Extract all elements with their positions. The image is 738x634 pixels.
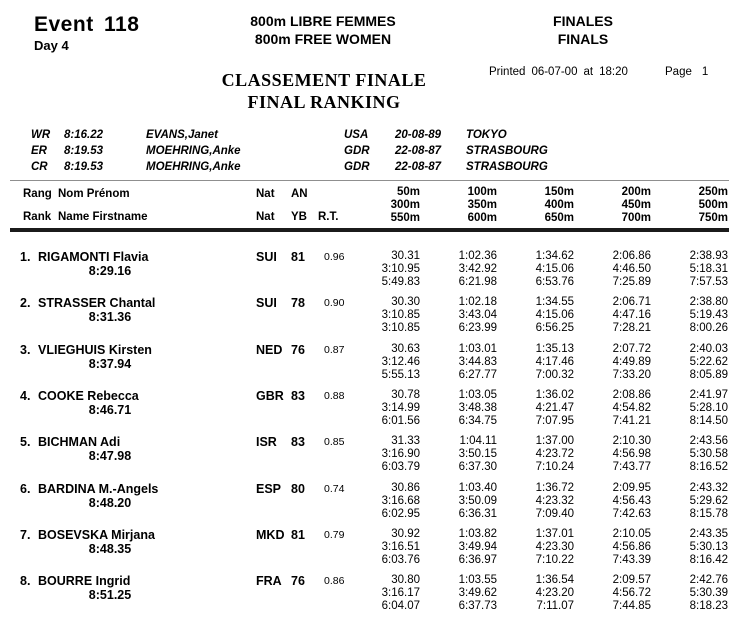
- table-row: [0, 389, 738, 433]
- record-nation: GDR: [344, 145, 370, 157]
- split-value: 8:15.78: [689, 508, 728, 520]
- split-value: 7:11.07: [536, 600, 574, 612]
- splits-column-1: [343, 435, 420, 474]
- splits-column-3: [497, 574, 574, 613]
- final-time: 8:31.36: [88, 310, 132, 324]
- event-day: Day 4: [34, 38, 69, 53]
- col-header-rank-fr: Rang: [23, 188, 52, 200]
- splits-column-1: [343, 389, 420, 428]
- splits-column-1: [343, 528, 420, 567]
- splits-column-2: [420, 435, 497, 474]
- split-value: 6:36.97: [458, 554, 497, 566]
- page-number: 1: [701, 66, 709, 78]
- splits-column-2: [420, 482, 497, 521]
- split-value: 5:22.62: [689, 356, 728, 368]
- rank-cell: 2.: [20, 296, 31, 310]
- splits-column-4: [574, 250, 651, 289]
- swimmer-name: BARDINA M.-Angels: [38, 482, 159, 496]
- splits-column-2: [420, 343, 497, 382]
- split-value: 3:50.09: [458, 495, 497, 507]
- split-value: 1:03.05: [458, 389, 497, 401]
- reaction-time-cell: 0.96: [324, 251, 345, 263]
- split-value: 4:54.82: [612, 402, 651, 414]
- splits-column-2: [420, 250, 497, 289]
- record-time: 8:16.22: [64, 129, 104, 141]
- swimmer-name: COOKE Rebecca: [38, 389, 139, 403]
- record-label: WR: [31, 129, 51, 141]
- split-value: 1:36.54: [535, 574, 574, 586]
- split-value: 30.30: [391, 296, 420, 308]
- table-row: [0, 528, 738, 572]
- page-label: Page: [665, 66, 692, 78]
- splits-column-4: [574, 574, 651, 613]
- split-value: 6:27.77: [458, 369, 497, 381]
- split-value: 2:06.86: [612, 250, 651, 262]
- swimmer-name: RIGAMONTI Flavia: [38, 250, 149, 264]
- reaction-time-cell: 0.85: [324, 436, 345, 448]
- split-header-label: 550m: [390, 212, 420, 224]
- splits-column-3: [497, 343, 574, 382]
- splits-column-4: [574, 435, 651, 474]
- split-header-label: 500m: [698, 199, 728, 211]
- splits-column-4: [574, 389, 651, 428]
- nation-cell: SUI: [256, 296, 277, 310]
- split-value: 4:23.30: [535, 541, 574, 553]
- split-value: 4:21.47: [535, 402, 574, 414]
- col-header-yb-en: YB: [291, 211, 307, 223]
- split-value: 4:23.20: [535, 587, 574, 599]
- record-label: ER: [31, 145, 47, 157]
- split-value: 4:49.89: [612, 356, 651, 368]
- splits-column-5: [651, 435, 728, 474]
- record-nation: USA: [344, 129, 369, 141]
- rank-cell: 1.: [20, 250, 31, 264]
- record-date: 20-08-89: [395, 129, 442, 141]
- splits-column-3: [497, 482, 574, 521]
- rank-cell: 6.: [20, 482, 31, 496]
- reaction-time-cell: 0.88: [324, 390, 345, 402]
- col-header-rank-en: Rank: [23, 211, 52, 223]
- split-value: 1:37.01: [535, 528, 574, 540]
- record-date: 22-08-87: [395, 161, 442, 173]
- swimmer-name: BOURRE Ingrid: [38, 574, 131, 588]
- splits-column-2: [420, 574, 497, 613]
- splits-column-5: [651, 528, 728, 567]
- col-header-nat-fr: Nat: [256, 188, 275, 200]
- split-value: 8:16.52: [689, 461, 728, 473]
- ranking-title-en: FINAL RANKING: [247, 92, 401, 112]
- col-header-name-fr: Nom Prénom: [58, 188, 130, 200]
- split-value: 4:17.46: [535, 356, 574, 368]
- splits-column-5: [651, 389, 728, 428]
- swimmer-name: VLIEGHUIS Kirsten: [38, 343, 152, 357]
- split-value: 3:49.94: [458, 541, 497, 553]
- split-header-label: 600m: [467, 212, 497, 224]
- split-value: 1:03.40: [458, 482, 497, 494]
- split-value: 1:02.36: [458, 250, 497, 262]
- split-value: 7:43.77: [612, 461, 651, 473]
- split-value: 2:08.86: [612, 389, 651, 401]
- split-value: 4:56.86: [612, 541, 651, 553]
- printed-at-label: at: [583, 66, 594, 78]
- record-label: CR: [31, 161, 48, 173]
- split-value: 7:10.24: [535, 461, 574, 473]
- reaction-time-cell: 0.79: [324, 529, 345, 541]
- split-value: 7:41.21: [612, 415, 651, 427]
- table-row: [0, 250, 738, 294]
- split-header-label: 100m: [467, 186, 497, 198]
- split-value: 6:02.95: [381, 508, 420, 520]
- splits-column-1: [343, 250, 420, 289]
- race-title-en: 800m FREE WOMEN: [254, 31, 392, 47]
- splits-column-5: [651, 250, 728, 289]
- splits-column-5: [651, 343, 728, 382]
- nation-cell: ESP: [256, 482, 282, 496]
- split-value: 4:56.43: [612, 495, 651, 507]
- splits-column-4: [574, 343, 651, 382]
- yearborn-cell: 81: [291, 250, 305, 264]
- split-value: 1:37.00: [535, 435, 574, 447]
- split-header-label: 300m: [390, 199, 420, 211]
- yearborn-cell: 80: [291, 482, 305, 496]
- record-date: 22-08-87: [395, 145, 442, 157]
- split-value: 3:48.38: [458, 402, 497, 414]
- nation-cell: FRA: [256, 574, 282, 588]
- yearborn-cell: 78: [291, 296, 305, 310]
- split-value: 7:25.89: [612, 276, 651, 288]
- record-holder: EVANS,Janet: [146, 129, 219, 141]
- split-value: 6:03.79: [381, 461, 420, 473]
- table-row: [0, 343, 738, 387]
- record-city: STRASBOURG: [466, 161, 548, 173]
- split-value: 30.31: [391, 250, 420, 262]
- split-value: 7:28.21: [612, 322, 651, 334]
- split-header-label: 450m: [621, 199, 651, 211]
- split-value: 2:43.35: [689, 528, 728, 540]
- split-value: 7:44.85: [612, 600, 651, 612]
- split-value: 6:34.75: [458, 415, 497, 427]
- reaction-time-cell: 0.87: [324, 344, 345, 356]
- split-value: 4:15.06: [535, 309, 574, 321]
- record-city: STRASBOURG: [466, 145, 548, 157]
- reaction-time-cell: 0.90: [324, 297, 345, 309]
- split-value: 1:02.18: [458, 296, 497, 308]
- splits-column-2: [420, 389, 497, 428]
- splits-column-1: [343, 343, 420, 382]
- printed-time: 18:20: [599, 66, 628, 78]
- table-row: [0, 574, 738, 618]
- split-value: 1:34.62: [535, 250, 574, 262]
- split-value: 5:18.31: [689, 263, 728, 275]
- record-time: 8:19.53: [64, 145, 104, 157]
- split-value: 6:37.30: [458, 461, 497, 473]
- split-value: 3:16.68: [381, 495, 420, 507]
- split-value: 8:05.89: [689, 369, 728, 381]
- split-value: 5:49.83: [381, 276, 420, 288]
- split-value: 4:23.32: [535, 495, 574, 507]
- splits-column-3: [497, 296, 574, 335]
- record-city: TOKYO: [466, 129, 507, 141]
- split-value: 7:33.20: [612, 369, 651, 381]
- split-value: 30.92: [391, 528, 420, 540]
- split-value: 30.86: [391, 482, 420, 494]
- split-value: 4:56.98: [612, 448, 651, 460]
- swimmer-name: STRASSER Chantal: [38, 296, 156, 310]
- split-value: 30.80: [391, 574, 420, 586]
- split-value: 7:57.53: [689, 276, 728, 288]
- ranking-title-fr: CLASSEMENT FINALE: [221, 70, 427, 90]
- splits-column-4: [574, 482, 651, 521]
- split-value: 6:36.31: [458, 508, 497, 520]
- split-value: 3:14.99: [381, 402, 420, 414]
- split-value: 3:44.83: [458, 356, 497, 368]
- split-value: 1:03.55: [458, 574, 497, 586]
- split-value: 5:28.10: [689, 402, 728, 414]
- split-value: 2:09.57: [612, 574, 651, 586]
- split-value: 6:23.99: [458, 322, 497, 334]
- split-header-label: 650m: [544, 212, 574, 224]
- split-header-label: 50m: [396, 186, 420, 198]
- split-value: 7:00.32: [535, 369, 574, 381]
- split-value: 4:47.16: [612, 309, 651, 321]
- split-value: 5:30.13: [689, 541, 728, 553]
- split-value: 5:30.39: [689, 587, 728, 599]
- split-value: 3:16.51: [381, 541, 420, 553]
- final-time: 8:47.98: [88, 449, 132, 463]
- split-value: 6:01.56: [381, 415, 420, 427]
- split-header-label: 200m: [621, 186, 651, 198]
- split-value: 6:56.25: [535, 322, 574, 334]
- yearborn-cell: 76: [291, 343, 305, 357]
- splits-column-1: [343, 574, 420, 613]
- nation-cell: ISR: [256, 435, 277, 449]
- yearborn-cell: 83: [291, 389, 305, 403]
- record-holder: MOEHRING,Anke: [146, 145, 241, 157]
- table-row: [0, 296, 738, 340]
- nation-cell: MKD: [256, 528, 285, 542]
- splits-column-3: [497, 389, 574, 428]
- split-value: 2:42.76: [689, 574, 728, 586]
- splits-column-3: [497, 435, 574, 474]
- yearborn-cell: 76: [291, 574, 305, 588]
- splits-column-3: [497, 250, 574, 289]
- split-value: 3:50.15: [458, 448, 497, 460]
- rank-cell: 5.: [20, 435, 31, 449]
- split-value: 6:53.76: [535, 276, 574, 288]
- split-value: 2:43.32: [689, 482, 728, 494]
- split-value: 3:12.46: [381, 356, 420, 368]
- split-value: 7:42.63: [612, 508, 651, 520]
- swimmer-name: BICHMAN Adi: [38, 435, 121, 449]
- split-header-label: 250m: [698, 186, 728, 198]
- split-value: 1:36.02: [535, 389, 574, 401]
- splits-column-4: [574, 528, 651, 567]
- col-header-yb-fr: AN: [291, 188, 308, 200]
- table-row: [0, 482, 738, 526]
- splits-column-2: [420, 528, 497, 567]
- record-nation: GDR: [344, 161, 370, 173]
- yearborn-cell: 83: [291, 435, 305, 449]
- swimmer-name: BOSEVSKA Mirjana: [38, 528, 155, 542]
- split-value: 30.78: [391, 389, 420, 401]
- stage-label-fr: FINALES: [553, 13, 613, 29]
- stage-label-en: FINALS: [557, 31, 609, 47]
- split-value: 1:03.82: [458, 528, 497, 540]
- split-value: 2:43.56: [689, 435, 728, 447]
- col-header-nat-en: Nat: [256, 211, 275, 223]
- split-value: 1:35.13: [535, 343, 574, 355]
- split-value: 31.33: [391, 435, 420, 447]
- split-value: 3:10.95: [381, 263, 420, 275]
- split-value: 4:46.50: [612, 263, 651, 275]
- splits-column-1: [343, 482, 420, 521]
- split-value: 4:56.72: [612, 587, 651, 599]
- splits-column-3: [497, 528, 574, 567]
- split-value: 4:15.06: [535, 263, 574, 275]
- split-header-label: 750m: [698, 212, 728, 224]
- split-value: 1:03.01: [458, 343, 497, 355]
- split-value: 3:49.62: [458, 587, 497, 599]
- split-header-label: 150m: [544, 186, 574, 198]
- split-value: 2:38.93: [689, 250, 728, 262]
- final-time: 8:46.71: [88, 403, 132, 417]
- final-time: 8:37.94: [88, 357, 132, 371]
- splits-column-4: [574, 296, 651, 335]
- nation-cell: NED: [256, 343, 283, 357]
- split-value: 5:55.13: [381, 369, 420, 381]
- split-value: 30.63: [391, 343, 420, 355]
- split-value: 2:38.80: [689, 296, 728, 308]
- split-value: 7:09.40: [535, 508, 574, 520]
- split-value: 2:09.95: [612, 482, 651, 494]
- splits-column-5: [651, 574, 728, 613]
- printed-label: Printed: [489, 66, 526, 78]
- split-value: 7:10.22: [535, 554, 574, 566]
- splits-column-1: [343, 296, 420, 335]
- final-time: 8:51.25: [88, 588, 132, 602]
- split-value: 2:40.03: [689, 343, 728, 355]
- printed-date: 06-07-00: [531, 66, 578, 78]
- split-value: 7:43.39: [612, 554, 651, 566]
- reaction-time-cell: 0.86: [324, 575, 345, 587]
- split-value: 8:18.23: [689, 600, 728, 612]
- col-header-reaction-time: R.T.: [318, 211, 339, 223]
- nation-cell: SUI: [256, 250, 277, 264]
- race-title-fr: 800m LIBRE FEMMES: [250, 13, 396, 29]
- splits-column-5: [651, 296, 728, 335]
- event-title: Event 118: [34, 13, 140, 36]
- split-header-label: 350m: [467, 199, 497, 211]
- split-value: 2:06.71: [612, 296, 651, 308]
- split-value: 5:29.62: [689, 495, 728, 507]
- rank-cell: 3.: [20, 343, 31, 357]
- split-value: 3:16.17: [381, 587, 420, 599]
- final-time: 8:48.35: [88, 542, 132, 556]
- yearborn-cell: 81: [291, 528, 305, 542]
- split-value: 3:42.92: [458, 263, 497, 275]
- split-value: 1:36.72: [535, 482, 574, 494]
- split-header-label: 400m: [544, 199, 574, 211]
- split-value: 2:07.72: [612, 343, 651, 355]
- split-value: 8:00.26: [689, 322, 728, 334]
- reaction-time-cell: 0.74: [324, 483, 345, 495]
- splits-column-2: [420, 296, 497, 335]
- record-time: 8:19.53: [64, 161, 104, 173]
- split-value: 6:37.73: [458, 600, 497, 612]
- split-value: 2:10.30: [612, 435, 651, 447]
- final-time: 8:48.20: [88, 496, 132, 510]
- split-value: 6:03.76: [381, 554, 420, 566]
- split-value: 3:43.04: [458, 309, 497, 321]
- split-value: 5:19.43: [689, 309, 728, 321]
- split-value: 4:23.72: [535, 448, 574, 460]
- split-value: 3:16.90: [381, 448, 420, 460]
- record-holder: MOEHRING,Anke: [146, 161, 241, 173]
- rank-cell: 7.: [20, 528, 31, 542]
- rank-cell: 4.: [20, 389, 31, 403]
- split-value: 3:10.85: [381, 322, 420, 334]
- col-header-name-en: Name Firstname: [58, 211, 148, 223]
- splits-column-5: [651, 482, 728, 521]
- split-value: 1:34.55: [535, 296, 574, 308]
- split-value: 3:10.85: [381, 309, 420, 321]
- split-value: 1:04.11: [459, 435, 497, 447]
- split-value: 2:10.05: [612, 528, 651, 540]
- split-value: 5:30.58: [689, 448, 728, 460]
- split-value: 2:41.97: [689, 389, 728, 401]
- split-value: 8:14.50: [689, 415, 728, 427]
- nation-cell: GBR: [256, 389, 284, 403]
- final-time: 8:29.16: [88, 264, 132, 278]
- table-row: [0, 435, 738, 479]
- split-value: 8:16.42: [689, 554, 728, 566]
- split-value: 6:04.07: [381, 600, 420, 612]
- rank-cell: 8.: [20, 574, 31, 588]
- split-value: 6:21.98: [458, 276, 497, 288]
- split-header-label: 700m: [621, 212, 651, 224]
- split-value: 7:07.95: [535, 415, 574, 427]
